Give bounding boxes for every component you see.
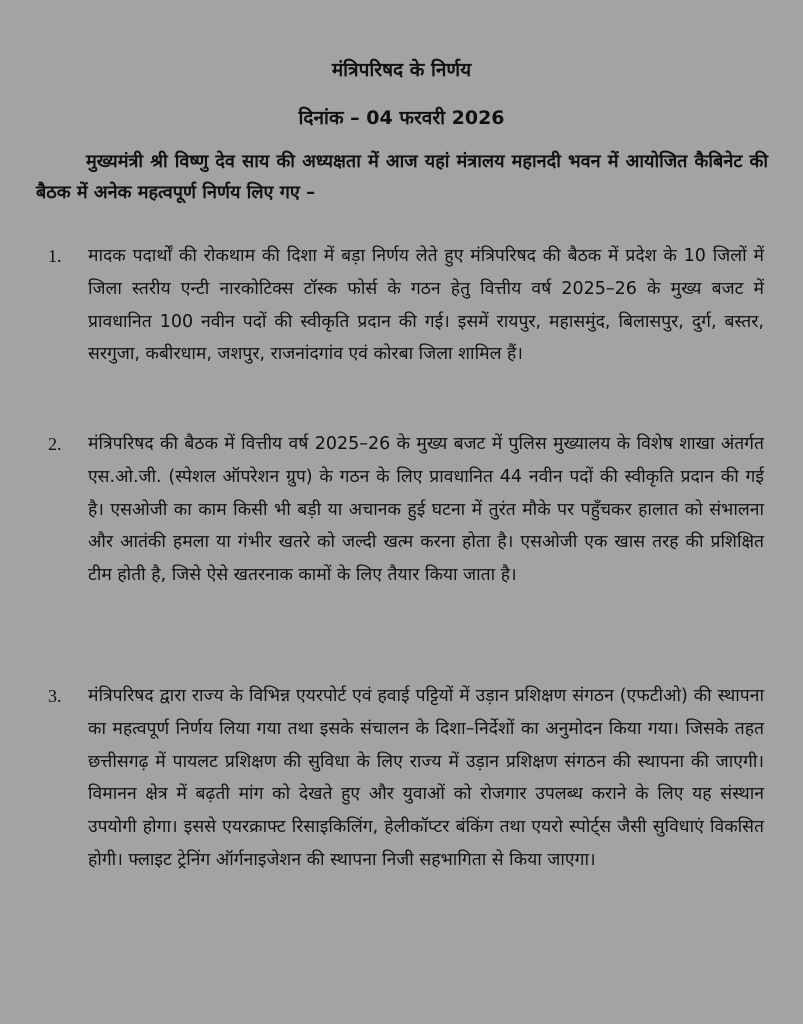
- decision-number: 3.: [48, 686, 62, 706]
- decision-text: मादक पदार्थों की रोकथाम की दिशा में बड़ा निर्णय लेते हुए मंत्रिपरिषद की बैठक में प्रदेश के 10 जिलों में जिला स्तरीय एन्टी नारकोटिक्स टॉस्क फोर्स के गठन हेतु वित्तीय वर्ष 2025–26 के मुख्य बजट में प्रावधानित 100 नवीन पदों की स्वीकृति प्रदान की गई। इसमें रायपुर, महासमुंद, बिलासपुर, दुर्ग, बस्तर, सरगुजा, कबीरधाम, जशपुर, राजनांदगांव एवं कोरबा जिला शामिल हैं।: [88, 246, 764, 365]
- decision-number: 2.: [48, 434, 62, 454]
- intro-paragraph: मुख्यमंत्री श्री विष्णु देव साय की अध्यक्षता में आज यहां मंत्रालय महानदी भवन में आयोजित कैबिनेट की बैठक में अनेक महत्वपूर्ण निर्णय लिए गए –: [36, 151, 768, 203]
- decision-number: 1.: [48, 246, 62, 266]
- document-title: मंत्रिपरिषद के निर्णय: [331, 59, 472, 81]
- decision-text: मंत्रिपरिषद की बैठक में वित्तीय वर्ष 2025–26 के मुख्य बजट में पुलिस मुख्यालय के विशेष शाखा अंतर्गत एस.ओ.जी. (स्पेशल ऑपरेशन ग्रुप) के गठन के लिए प्रावधानित 44 नवीन पदों की स्वीकृति प्रदान की गई है। एसओजी का काम किसी भी बड़ी या अचानक हुई घटना में तुरंत मौके पर पहुँचकर हालात को संभालना और आतंकी हमला या गंभीर खतरे को जल्दी खत्म करना होता है। एसओजी एक खास तरह की प्रशिक्षित टीम होती है, जिसे ऐसे खतरनाक कामों के लिए तैयार किया जाता है।: [88, 434, 764, 586]
- decision-text: मंत्रिपरिषद द्वारा राज्य के विभिन्न एयरपोर्ट एवं हवाई पट्टियों में उड़ान प्रशिक्षण संगठन (एफटीओ) की स्थापना का महत्वपूर्ण निर्णय लिया गया तथा इसके संचालन के दिशा–निर्देशों का अनुमोदन किया गया। जिसके तहत छत्तीसगढ़ में पायलट प्रशिक्षण की सुविधा के लिए राज्य में उड़ान प्रशिक्षण संगठन की स्थापना की जाएगी। विमानन क्षेत्र में बढ़ती मांग को देखते हुए और युवाओं को रोजगार उपलब्ध कराने के लिए यह संस्थान उपयोगी होगा। इससे एयरक्राफ्ट रिसाइकिलिंग, हेलीकॉप्टर बंकिंग तथा एयरो स्पोर्ट्स जैसी सुविधाएं विकसित होगी। फ्लाइट ट्रेनिंग ऑर्गनाइजेशन की स्थापना निजी सहभागिता से किया जाएगा।: [88, 686, 764, 870]
- document-date: दिनांक – 04 फरवरी 2026: [298, 107, 505, 129]
